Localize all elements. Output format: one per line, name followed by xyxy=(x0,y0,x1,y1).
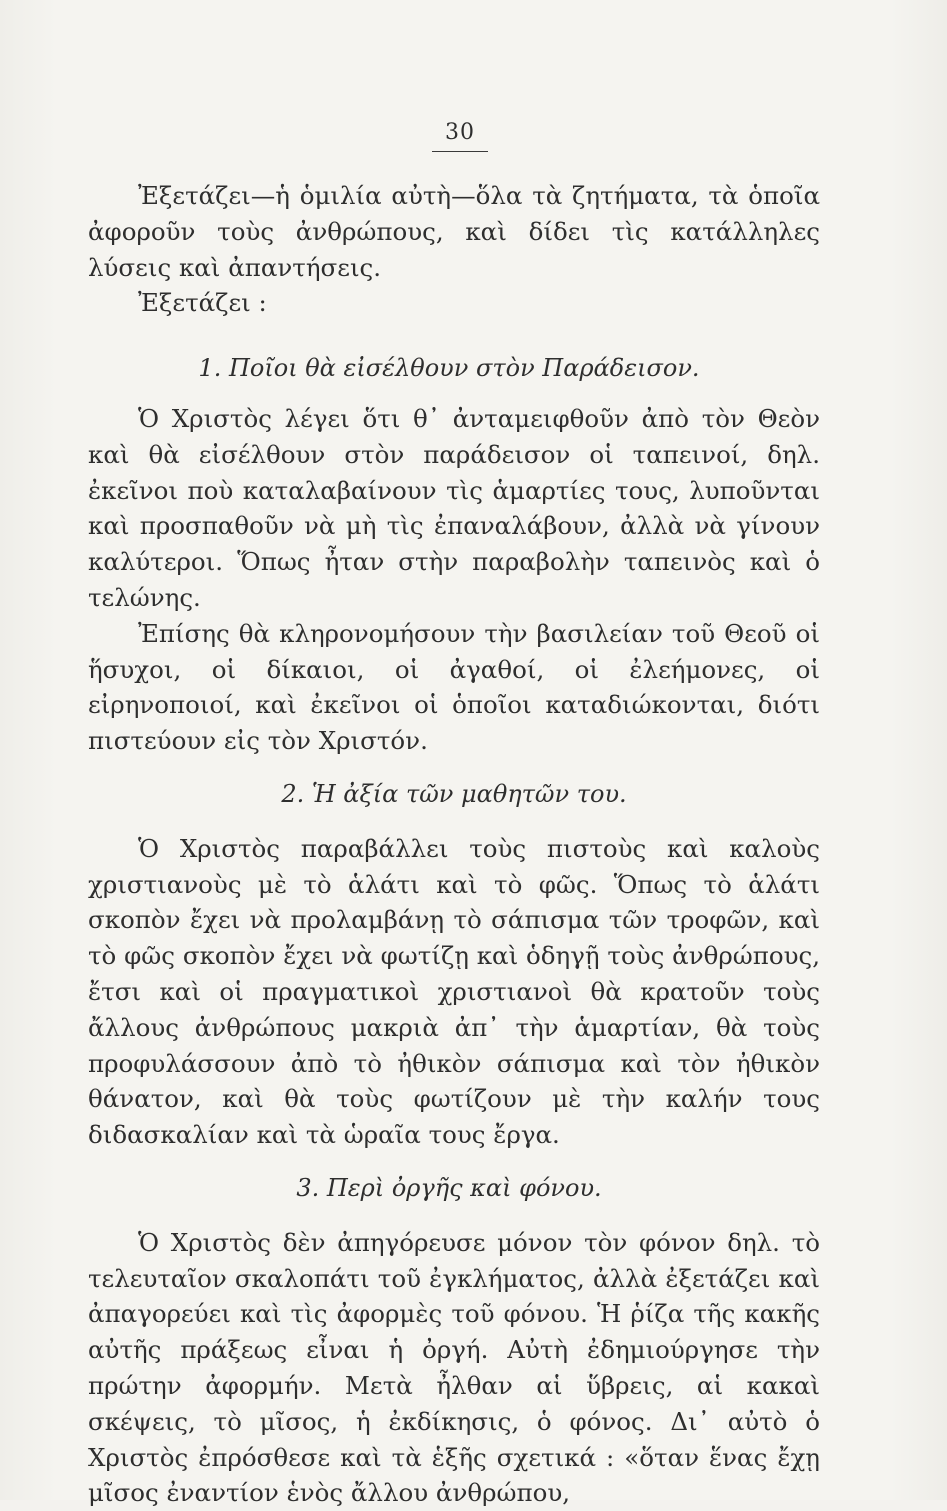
section-heading-3: 3. Περὶ ὀργῆς καὶ φόνου. xyxy=(296,1173,602,1202)
section-1-paragraph-1: Ὁ Χριστὸς λέγει ὅτι θ᾿ ἀνταμειφθοῦν ἀπὸ τὸν Θεὸν καὶ θὰ εἰσέλθουν στὸν παράδεισον οἱ ταπεινοί, δηλ. ἐκεῖνοι ποὺ καταλαβαίνουν τὶς ἁμαρτίες τους, λυποῦνται καὶ προσπαθοῦν νὰ μὴ τὶς ἐπαναλάβουν, ἀλλὰ νὰ γίνουν καλύτεροι. Ὅπως ἦταν στὴν παραβολὴν ταπεινὸς καὶ ὁ τελώνης. xyxy=(88,403,820,612)
examines-line: Ἐξετάζει : xyxy=(138,288,267,318)
section-3-paragraph-1: Ὁ Χριστὸς δὲν ἀπηγόρευσε μόνον τὸν φόνον δηλ. τὸ τελευταῖον σκαλοπάτι τοῦ ἐγκλήματος, ἀλλὰ ἐξετάζει καὶ ἀπαγορεύει καὶ τὶς ἀφορμὲς τοῦ φόνου. Ἡ ῥίζα τῆς κακῆς αὐτῆς πράξεως εἶναι ἡ ὀργή. Αὐτὴ ἐδημιούργησε τὴν πρώτην ἀφορμήν. Μετὰ ἦλθαν αἱ ὕβρεις, αἱ κακαὶ σκέψεις, τὸ μῖσος, ἡ ἐκδίκησις, ὁ φόνος. Δι᾿ αὐτὸ ὁ Χριστὸς ἐπρόσθεσε καὶ τὰ ἑξῆς σχετικά : «ὅταν ἕνας ἔχῃ μῖσος ἐναντίον ἑνὸς ἄλλου ἀνθρώπου, xyxy=(88,1227,820,1508)
page-number: 30 xyxy=(420,120,500,152)
section-1-paragraph-2: Ἐπίσης θὰ κληρονομήσουν τὴν βασιλείαν τοῦ Θεοῦ οἱ ἥσυχοι, οἱ δίκαιοι, οἱ ἀγαθοί, οἱ ἐλεήμονες, οἱ εἰρηνοποιοί, καὶ ἐκεῖνοι οἱ ὁποῖοι καταδιώκονται, διότι πιστεύουν εἰς τὸν Χριστόν. xyxy=(88,618,820,756)
page-body xyxy=(88,178,820,1511)
intro-paragraph: Ἐξετάζει—ἡ ὁμιλία αὐτὴ—ὅλα τὰ ζητήματα, τὰ ὁποῖα ἀφοροῦν τοὺς ἀνθρώπους, καὶ δίδει τὶς κατάλληλες λύσεις καὶ ἀπαντήσεις. xyxy=(88,181,820,282)
section-heading-2: 2. Ἡ ἀξία τῶν μαθητῶν του. xyxy=(281,779,627,808)
section-2-paragraph-1: Ὁ Χριστὸς παραβάλλει τοὺς πιστοὺς καὶ καλοὺς χριστιανοὺς μὲ τὸ ἁλάτι καὶ τὸ φῶς. Ὅπως τὸ ἁλάτι σκοπὸν ἔχει νὰ προλαμβάνῃ τὸ σάπισμα τῶν τροφῶν, καὶ τὸ φῶς σκοπὸν ἔχει νὰ φωτίζῃ καὶ ὁδηγῇ τοὺς ἀνθρώπους, ἔτσι καὶ οἱ πραγματικοὶ χριστιανοὶ θὰ κρατοῦν τοὺς ἄλλους ἀνθρώπους μακριὰ ἀπ᾿ τὴν ἁμαρτίαν, θὰ τοὺς προφυλάσσουν ἀπὸ τὸ ἠθικὸν σάπισμα καὶ τὸν ἠθικὸν θάνατον, καὶ θὰ τοὺς φωτίζουν μὲ τὴν καλήν τους διδασκαλίαν καὶ τὰ ὡραῖα τους ἔργα. xyxy=(88,833,820,1150)
section-heading-1: 1. Ποῖοι θὰ εἰσέλθουν στὸν Παράδεισον. xyxy=(198,354,700,383)
